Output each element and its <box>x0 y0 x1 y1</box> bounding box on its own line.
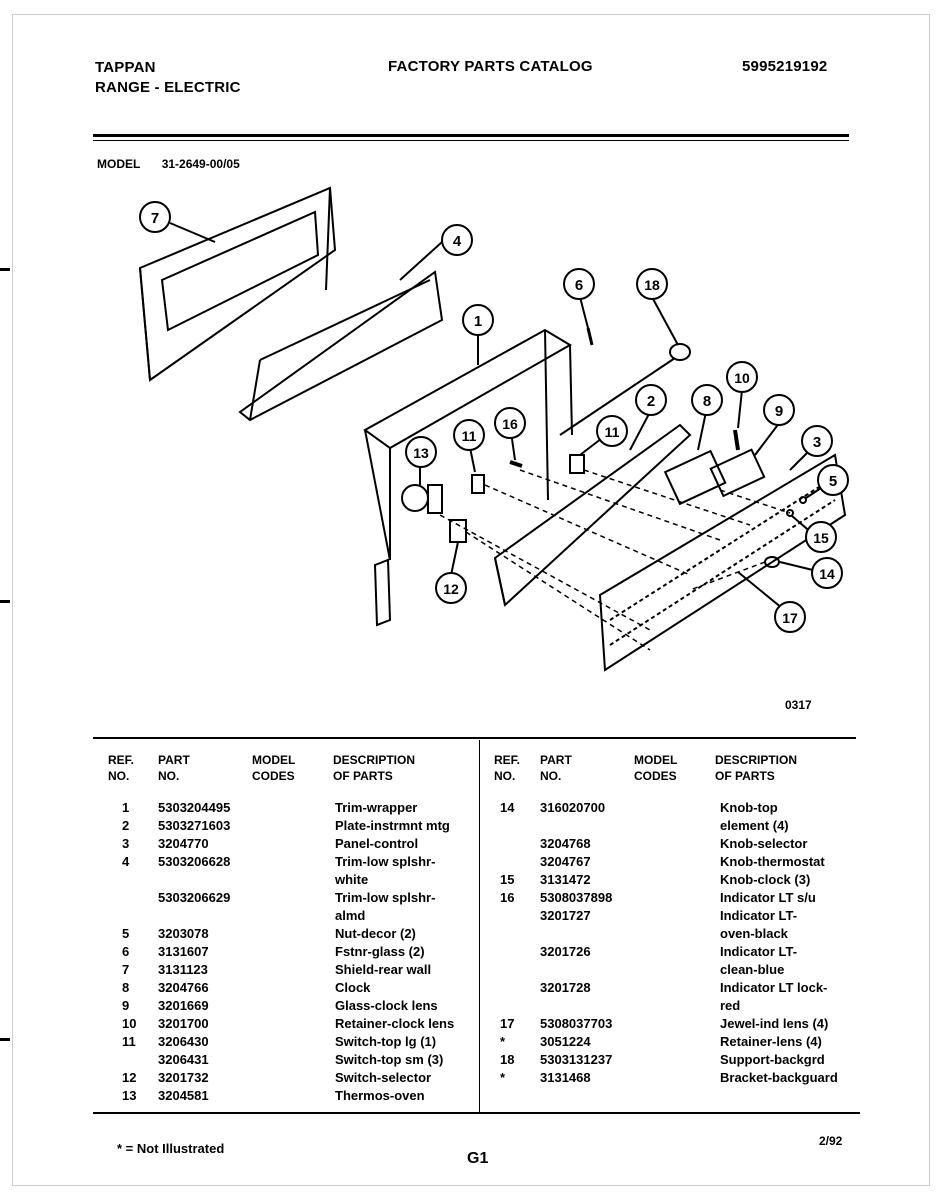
table-cell-part: 5303206628 <box>158 854 231 869</box>
table-cell-desc: Retainer-clock lens <box>335 1016 455 1031</box>
svg-text:11: 11 <box>604 424 620 440</box>
svg-text:13: 13 <box>413 445 429 461</box>
table-cell-part: 3131468 <box>540 1070 591 1085</box>
table-cell-desc: Panel-control <box>335 836 419 851</box>
table-cell-ref: 2 <box>122 818 130 833</box>
table-cell-part: 3201728 <box>540 980 591 995</box>
svg-text:16: 16 <box>502 416 518 432</box>
table-cell-ref: 11 <box>122 1034 136 1049</box>
callout-5 <box>818 465 848 495</box>
svg-text:9: 9 <box>774 403 784 420</box>
table-cell-desc: Knob-top <box>720 800 778 815</box>
table-cell-part: 5308037898 <box>540 890 613 905</box>
table-cell-part: 3201727 <box>540 908 591 923</box>
part-clock <box>665 451 725 504</box>
header-part-no: PART NO. <box>540 753 572 783</box>
product-name: RANGE - ELECTRIC <box>95 79 241 96</box>
callout-8 <box>692 385 722 415</box>
callout-11 <box>454 420 484 450</box>
table-cell-desc: Clock <box>335 980 371 995</box>
table-cell-ref: 13 <box>122 1088 137 1103</box>
catalog-title: FACTORY PARTS CATALOG <box>388 58 593 75</box>
revision-date: 2/92 <box>819 1134 843 1148</box>
table-cell-part: 3201700 <box>158 1016 209 1031</box>
table-cell-ref: 17 <box>500 1016 515 1031</box>
table-cell-desc: Switch-top sm (3) <box>335 1052 444 1067</box>
callout-15 <box>806 522 836 552</box>
svg-text:1: 1 <box>473 313 483 330</box>
table-cell-desc: Trim-low splshr- <box>335 854 436 869</box>
part-glass-clock-lens <box>711 450 764 496</box>
table-top-rule <box>93 737 856 739</box>
table-cell-desc: almd <box>335 908 366 923</box>
table-cell-desc: Indicator LT- <box>720 908 798 923</box>
table-cell-part: 5303271603 <box>158 818 231 833</box>
header-description: DESCRIPTION OF PARTS <box>333 753 416 783</box>
table-cell-ref: 12 <box>122 1070 137 1085</box>
table-cell-ref: * <box>500 1034 506 1049</box>
table-cell-desc: Knob-clock (3) <box>720 872 811 887</box>
table-cell-desc: Glass-clock lens <box>335 998 438 1013</box>
table-cell-desc: Trim-wrapper <box>335 800 418 815</box>
svg-text:14: 14 <box>819 566 835 582</box>
table-cell-desc: Indicator LT lock- <box>720 980 828 995</box>
table-cell-part: 3204581 <box>158 1088 209 1103</box>
table-cell-part: 3201669 <box>158 998 209 1013</box>
callout-12 <box>436 573 466 603</box>
table-cell-desc: Shield-rear wall <box>335 962 432 977</box>
callout-9 <box>764 395 794 425</box>
figure-number: 0317 <box>785 698 812 712</box>
table-cell-desc: element (4) <box>720 818 789 833</box>
part-indicator-light <box>510 462 522 466</box>
table-cell-desc: Knob-selector <box>720 836 808 851</box>
table-cell-desc: Bracket-backguard <box>720 1070 838 1085</box>
header-description: DESCRIPTION OF PARTS <box>715 753 798 783</box>
header-model-codes: MODEL CODES <box>252 753 296 783</box>
table-cell-desc: Jewel-ind lens (4) <box>720 1016 829 1031</box>
model-number: 31-2649-00/05 <box>161 157 240 171</box>
table-cell-desc: Trim-low splshr- <box>335 890 436 905</box>
table-cell-desc: Indicator LT s/u <box>720 890 816 905</box>
table-cell-part: 5303131237 <box>540 1052 613 1067</box>
table-cell-desc: Thermos-oven <box>335 1088 425 1103</box>
edge-mark <box>0 268 10 271</box>
svg-text:8: 8 <box>702 393 712 410</box>
part-switch-selector <box>450 520 466 542</box>
table-cell-part: 3201726 <box>540 944 591 959</box>
table-cell-ref: 16 <box>500 890 515 905</box>
part-thermostat <box>402 485 428 511</box>
edge-mark <box>0 1038 10 1041</box>
table-cell-part: 3204770 <box>158 836 209 851</box>
table-cell-ref: 15 <box>500 872 515 887</box>
table-cell-ref: 18 <box>500 1052 515 1067</box>
table-cell-part: 3201732 <box>158 1070 209 1085</box>
table-cell-ref: 5 <box>122 926 130 941</box>
svg-text:10: 10 <box>734 370 750 386</box>
table-cell-ref: 6 <box>122 944 130 959</box>
table-cell-desc: Knob-thermostat <box>720 854 825 869</box>
table-cell-part: 3131607 <box>158 944 209 959</box>
brand-block <box>95 58 241 98</box>
callout-2 <box>636 385 666 415</box>
exploded-parts-diagram <box>90 180 860 700</box>
header-ref-no: REF. NO. <box>108 753 135 783</box>
table-cell-ref: * <box>500 1070 506 1085</box>
model-label: MODEL <box>97 157 141 171</box>
table-cell-desc: Switch-top lg (1) <box>335 1034 437 1049</box>
callout-17 <box>775 602 805 632</box>
table-cell-part: 3203078 <box>158 926 209 941</box>
callout-6 <box>564 269 594 299</box>
table-cell-desc: clean-blue <box>720 962 785 977</box>
table-cell-part: 3204768 <box>540 836 591 851</box>
svg-text:6: 6 <box>574 277 584 294</box>
table-cell-desc: Plate-instrmnt mtg <box>335 818 450 833</box>
table-cell-part: 3206430 <box>158 1034 209 1049</box>
callout-14 <box>812 558 842 588</box>
table-cell-desc: Fstnr-glass (2) <box>335 944 425 959</box>
table-column-divider <box>479 740 480 1112</box>
table-cell-ref: 10 <box>122 1016 137 1031</box>
part-retainer-clock-lens <box>735 430 738 450</box>
table-cell-desc: Support-backgrd <box>720 1052 825 1067</box>
table-cell-ref: 8 <box>122 980 130 995</box>
table-cell-desc: Switch-selector <box>335 1070 432 1085</box>
svg-text:2: 2 <box>646 393 656 410</box>
svg-text:4: 4 <box>452 233 462 250</box>
header-ref-no: REF. NO. <box>494 753 521 783</box>
svg-text:3: 3 <box>812 434 822 451</box>
table-cell-part: 316020700 <box>540 800 606 815</box>
header-part-no: PART NO. <box>158 753 190 783</box>
header-rule <box>93 134 849 137</box>
svg-text:15: 15 <box>813 530 829 546</box>
part-fastener-glass <box>588 328 592 345</box>
table-cell-ref: 1 <box>122 800 130 815</box>
catalog-number: 5995219192 <box>742 58 828 75</box>
callout-13 <box>406 437 436 467</box>
table-cell-ref: 3 <box>122 836 130 851</box>
edge-mark <box>0 600 10 603</box>
part-support-backguard <box>670 344 690 360</box>
table-cell-desc: oven-black <box>720 926 788 941</box>
table-cell-desc: white <box>335 872 369 887</box>
part-switch-top <box>570 455 584 473</box>
svg-text:17: 17 <box>782 610 798 626</box>
callout-7 <box>140 202 170 232</box>
part-switch-top <box>472 475 484 493</box>
table-cell-ref: 14 <box>500 800 515 815</box>
table-cell-part: 3051224 <box>540 1034 591 1049</box>
svg-text:11: 11 <box>461 428 477 444</box>
callout-1 <box>463 305 493 335</box>
part-nut-decor <box>800 497 806 503</box>
svg-text:5: 5 <box>828 473 838 490</box>
svg-text:7: 7 <box>150 210 160 227</box>
table-cell-part: 5303204495 <box>158 800 231 815</box>
table-cell-part: 3131123 <box>158 962 208 977</box>
not-illustrated-note: * = Not Illustrated <box>117 1141 225 1156</box>
part-plate-instrument <box>495 425 690 605</box>
header-model-codes: MODEL CODES <box>634 753 678 783</box>
table-cell-part: 3204766 <box>158 980 209 995</box>
table-cell-desc: Indicator LT- <box>720 944 798 959</box>
table-bottom-rule <box>93 1112 860 1114</box>
table-cell-part: 5303206629 <box>158 890 231 905</box>
table-cell-part: 3206431 <box>158 1052 209 1067</box>
table-cell-desc: Retainer-lens (4) <box>720 1034 822 1049</box>
model-line <box>97 157 258 171</box>
callout-18 <box>637 269 667 299</box>
callout-3 <box>802 426 832 456</box>
table-cell-ref: 9 <box>122 998 130 1013</box>
table-cell-part: 3204767 <box>540 854 591 869</box>
callout-4 <box>442 225 472 255</box>
part-trim-low-splasher <box>240 272 442 420</box>
svg-text:18: 18 <box>644 277 660 293</box>
callout-16 <box>495 408 525 438</box>
brand-name: TAPPAN <box>95 59 156 76</box>
table-cell-desc: red <box>720 998 741 1013</box>
table-cell-ref: 4 <box>122 854 130 869</box>
table-cell-ref: 7 <box>122 962 130 977</box>
table-cell-desc: Nut-decor (2) <box>335 926 416 941</box>
callout-10 <box>727 362 757 392</box>
table-cell-part: 3131472 <box>540 872 591 887</box>
header-rule-thin <box>93 140 849 141</box>
table-cell-part: 5308037703 <box>540 1016 613 1031</box>
callout-11 <box>597 416 627 446</box>
page-number: G1 <box>467 1150 489 1167</box>
svg-text:12: 12 <box>443 581 459 597</box>
